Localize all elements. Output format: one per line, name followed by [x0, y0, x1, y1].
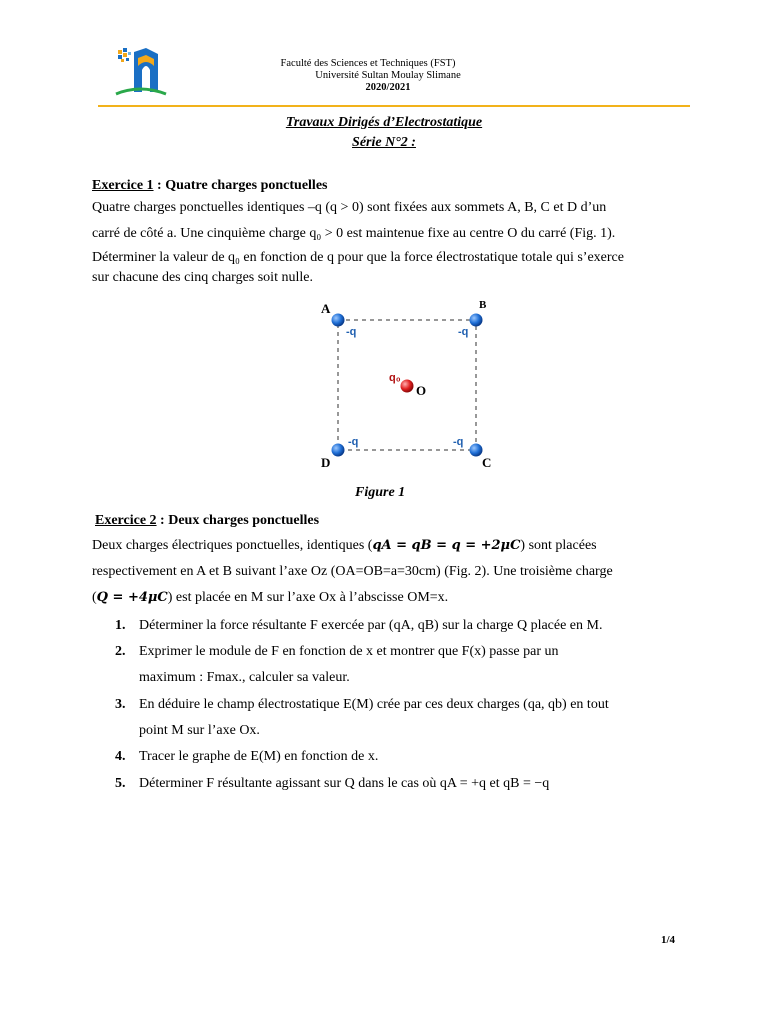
- figure1-caption: Figure 1: [355, 485, 406, 500]
- exercise1-line: Déterminer la valeur de q₀ en fonction de q pour que la force électrostatique totale qui s’exerce: [92, 250, 624, 265]
- figure1-diagram: [310, 295, 510, 475]
- question-list: [115, 613, 675, 797]
- question-number: 1.: [115, 618, 126, 633]
- exercise1-label: Exercice 1: [92, 178, 154, 193]
- center-charge-label: q₀: [389, 372, 401, 384]
- label-corner-c: C: [482, 455, 492, 470]
- exercise1-title: : Quatre charges ponctuelles: [153, 178, 328, 193]
- exercise2-label: Exercice 2: [95, 513, 157, 528]
- third-charge-equation: Q = +4μC: [96, 590, 168, 605]
- university-logo: [112, 44, 170, 100]
- question-text: point M sur l’axe Ox.: [139, 723, 260, 738]
- exercise2-line: Deux charges électriques ponctuelles, identiques (qA = qB = q = +2μC) sont placées: [92, 538, 597, 553]
- header: [228, 58, 548, 94]
- university-name: Université Sultan Moulay Slimane: [315, 70, 461, 81]
- question-item: [115, 771, 675, 797]
- question-text: En déduire le champ électrostatique E(M) crée par ces deux charges (qa, qb) en tout: [139, 697, 609, 712]
- series-title: Série N°2 :: [352, 135, 416, 150]
- exercise2-line: (Q = +4μC) est placée en M sur l’axe Ox à l’abscisse OM=x.: [92, 590, 449, 605]
- exercise2-line: respectivement en A et B suivant l’axe Oz (OA=OB=a=30cm) (Fig. 2). Une troisième charge: [92, 564, 613, 579]
- question-number: 4.: [115, 749, 126, 764]
- sphere-a: [332, 314, 345, 327]
- charge-label-d: -q: [348, 436, 359, 448]
- question-text: Exprimer le module de F en fonction de x et montrer que F(x) passe par un: [139, 644, 559, 659]
- exercise1-line: sur chacune des cinq charges soit nulle.: [92, 270, 313, 285]
- exercise2-text: [92, 533, 692, 611]
- exercise1-heading: [92, 178, 328, 194]
- question-item: [115, 692, 675, 718]
- charge-label-a: -q: [346, 326, 357, 338]
- question-item: [115, 744, 675, 771]
- question-item: [115, 639, 675, 665]
- question-text: Déterminer F résultante agissant sur Q dans le cas où qA = +q et qB = −q: [139, 776, 550, 791]
- faculty-name: Faculté des Sciences et Techniques (FST): [280, 58, 456, 69]
- question-item: [115, 665, 675, 692]
- label-corner-b: B: [479, 299, 487, 311]
- label-corner-a: A: [321, 301, 331, 316]
- question-item: [115, 613, 675, 639]
- question-number: 2.: [115, 644, 126, 659]
- exercise1-line: carré de côté a. Une cinquième charge q₀ > 0 est maintenue fixe au centre O du carré (Fig. 1).: [92, 226, 616, 241]
- center-point-label: O: [416, 383, 427, 398]
- exercise2-title: : Deux charges ponctuelles: [156, 513, 320, 528]
- academic-year: 2020/2021: [365, 82, 411, 93]
- question-text: Tracer le graphe de E(M) en fonction de x.: [139, 749, 379, 764]
- exercise1-text: [92, 195, 682, 287]
- sphere-d: [332, 444, 345, 457]
- sphere-c: [470, 444, 483, 457]
- charges-equation: qA = qB = q = +2μC: [372, 538, 521, 553]
- question-text: maximum : Fmax., calculer sa valeur.: [139, 670, 350, 685]
- exercise2-heading: [95, 513, 319, 529]
- question-text: Déterminer la force résultante F exercée par (qA, qB) sur la charge Q placée en M.: [139, 618, 603, 633]
- question-number: 5.: [115, 776, 126, 791]
- page-number: 1/4: [661, 934, 676, 946]
- question-item: [115, 718, 675, 744]
- header-divider: [98, 105, 690, 107]
- question-number: 3.: [115, 697, 126, 712]
- label-corner-d: D: [321, 455, 331, 470]
- document-title: Travaux Dirigés d’Electrostatique: [285, 115, 483, 130]
- exercise1-line: Quatre charges ponctuelles identiques –q (q > 0) sont fixées aux sommets A, B, C et D d’un: [92, 200, 607, 215]
- charge-label-b: -q: [458, 326, 469, 338]
- sphere-center: [401, 380, 414, 393]
- charge-label-c: -q: [453, 436, 464, 448]
- sphere-b: [470, 314, 483, 327]
